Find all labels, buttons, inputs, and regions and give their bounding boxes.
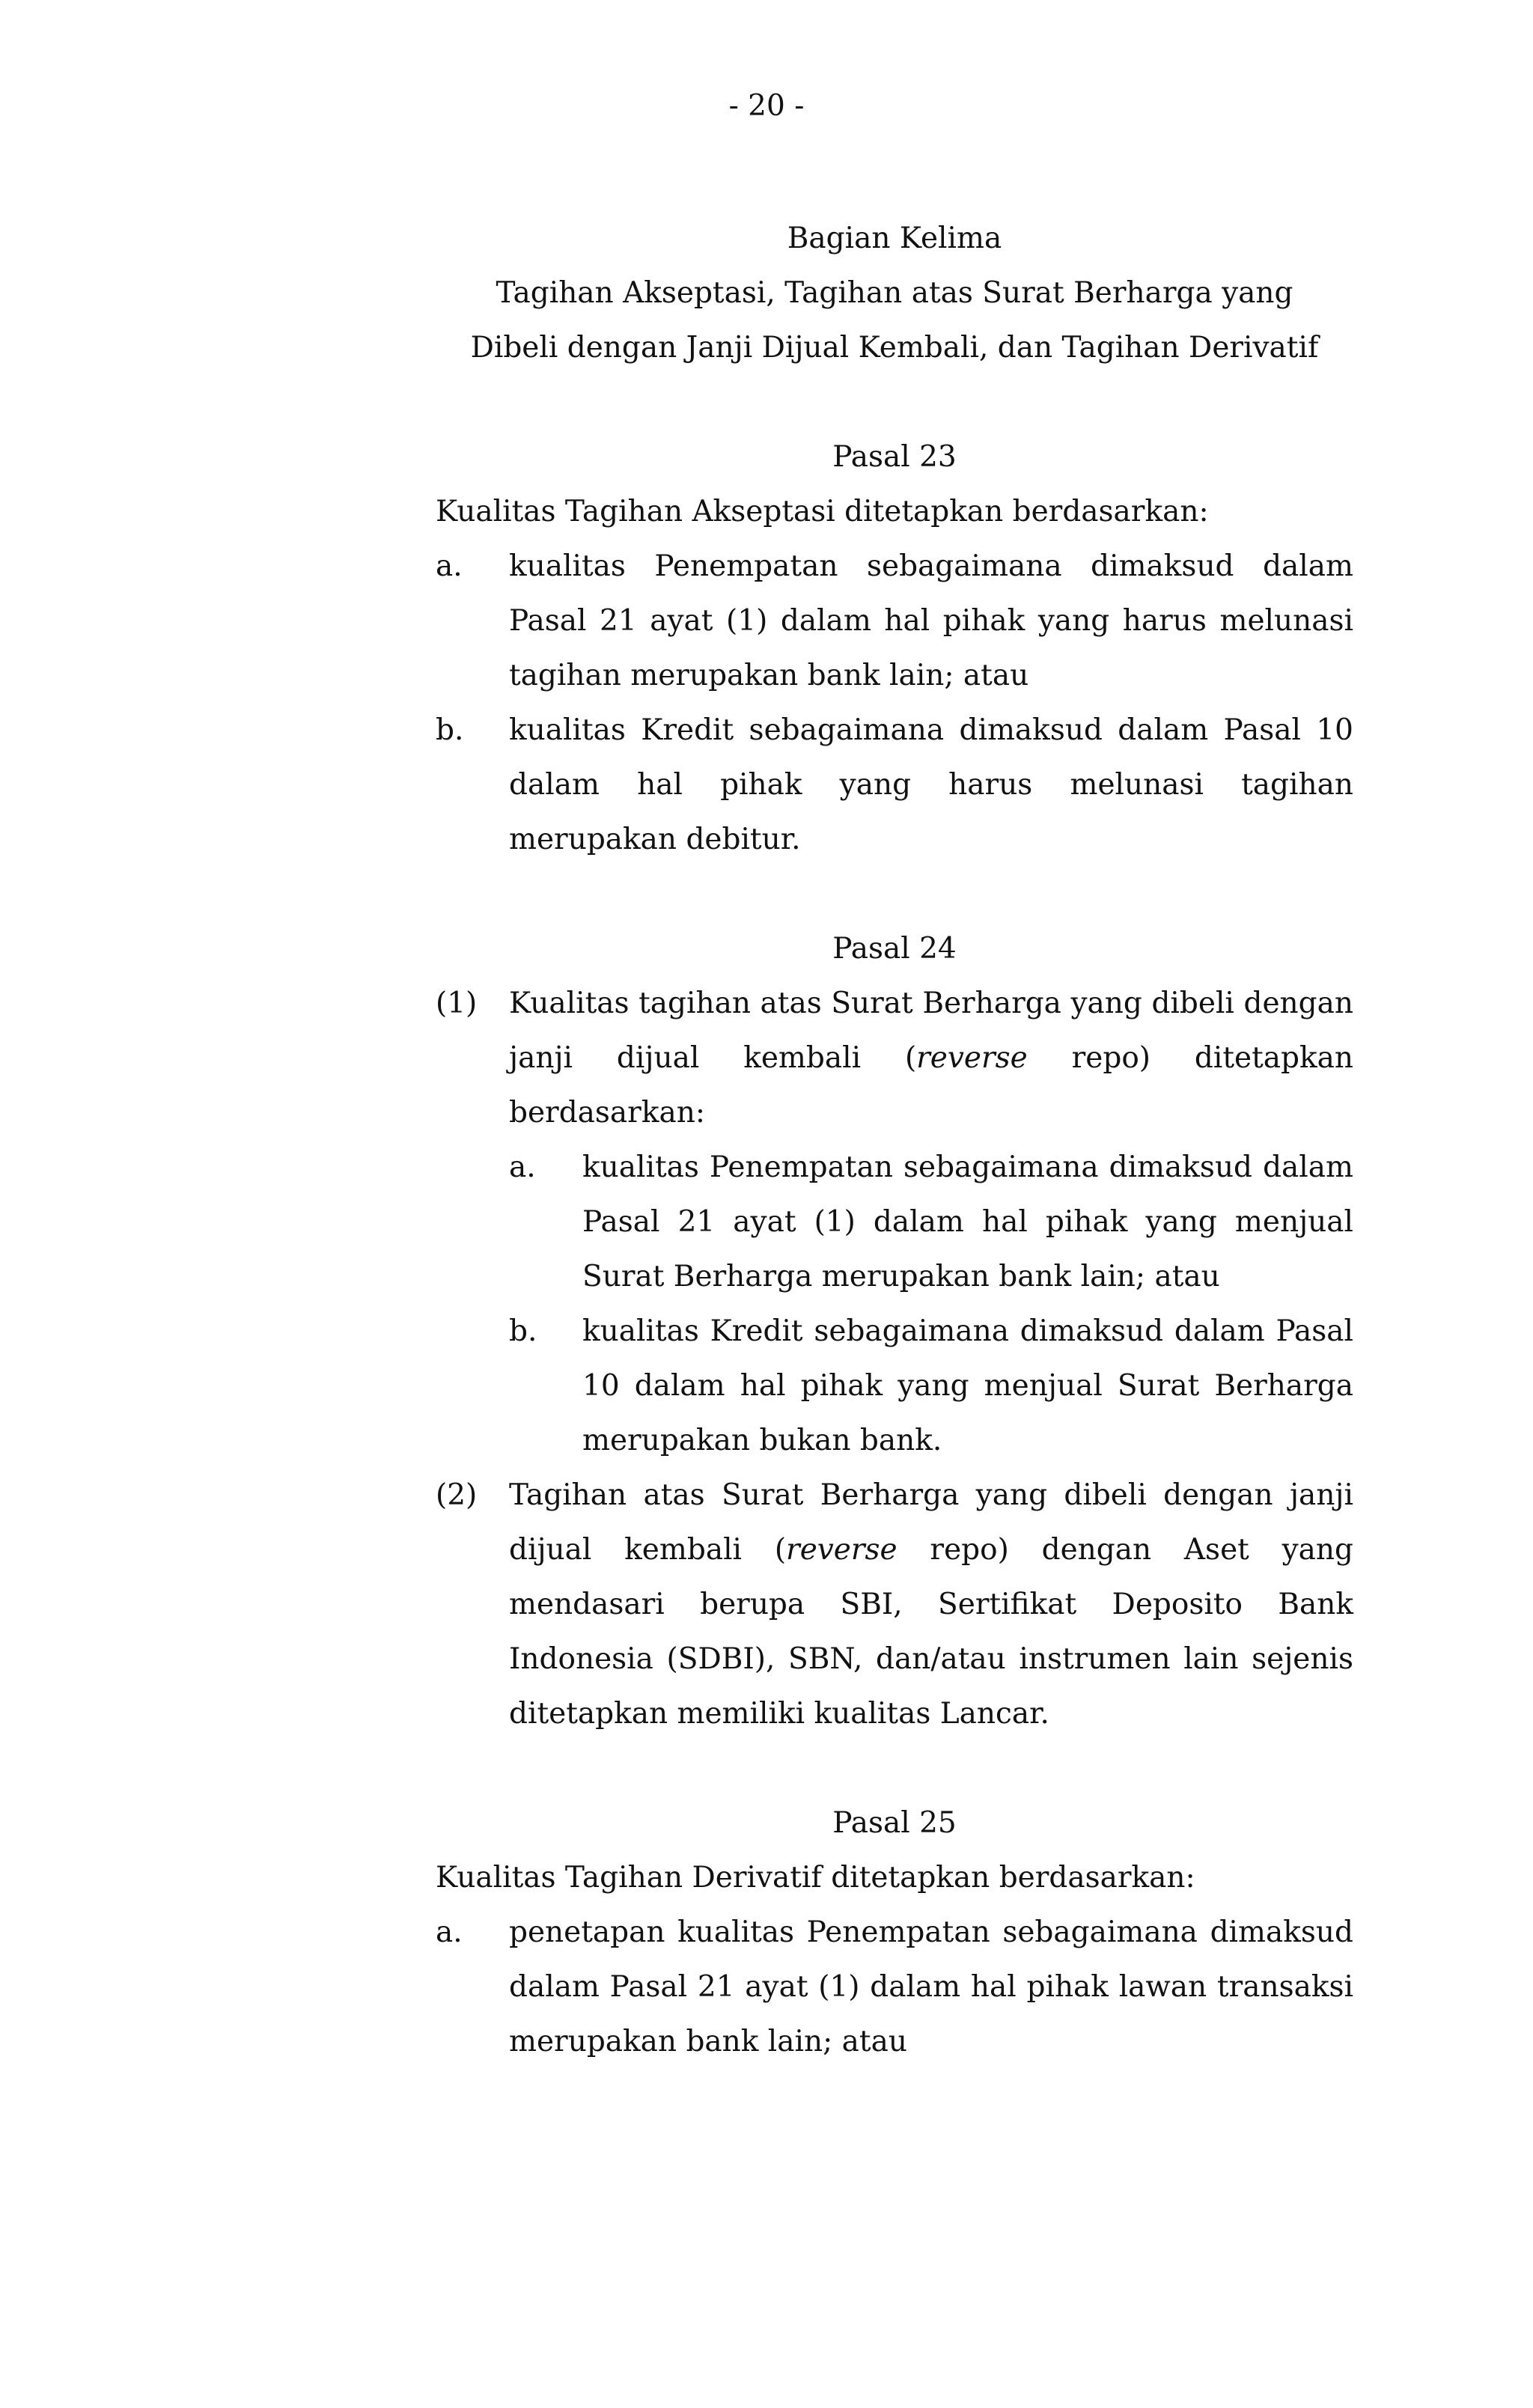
ayat-body [509,976,1353,1468]
page-number: - 20 - [728,89,805,123]
pasal-25-title: Pasal 25 [832,1806,957,1840]
list-item-text: kualitas Penempatan sebagaimana dimaksud dalam Pasal 21 ayat (1) dalam hal pihak yang harus melunasi tagihan merupakan bank lain; atau [509,549,1353,692]
list-marker: a. [436,1915,463,1949]
list-item [436,539,1353,703]
ayat-marker: (1) [436,987,478,1020]
bagian-title: Bagian Kelima [787,222,1002,255]
pasal-23-intro: Kualitas Tagihan Akseptasi ditetapkan berdasarkan: [436,495,1209,528]
list-marker: b. [436,713,464,747]
pasal-24-title: Pasal 24 [832,932,957,966]
list-item [436,1905,1353,2069]
list-item-text: kualitas Kredit sebagaimana dimaksud dalam Pasal 10 dalam hal pihak yang harus melunasi tagihan merupakan debitur. [509,713,1353,856]
sub-list-item [509,1140,1353,1304]
ayat-text-part: Tagihan atas Surat Berharga yang dibeli dengan janji dijual kembali ( [509,1478,1353,1567]
sub-list-item-text: kualitas Kredit sebagaimana dimaksud dalam Pasal 10 dalam hal pihak yang menjual Surat Berharga merupakan bukan bank. [582,1314,1353,1457]
ayat-text-part: repo) dengan Aset yang mendasari berupa SBI, Sertifikat Deposito Bank Indonesia (SDBI), SBN, dan/atau instrumen lain sejenis ditetapkan memiliki kualitas Lancar. [509,1533,1353,1731]
ayat-1-text [509,976,1353,1140]
sub-list [509,1140,1353,1468]
sub-list-item [509,1304,1353,1468]
pasal-24 [436,921,1353,1741]
section-heading [436,211,1353,375]
section-gap [436,867,1353,921]
ayat-text-part: repo) ditetapkan berdasarkan: [509,1041,1353,1130]
sub-list-marker: b. [509,1314,537,1348]
bagian-subtitle-line1: Tagihan Akseptasi, Tagihan atas Surat Berharga yang [496,276,1293,310]
italic-term: reverse [916,1041,1028,1075]
bagian-subtitle-line2: Dibeli dengan Janji Dijual Kembali, dan Tagihan Derivatif [470,331,1319,365]
ayat-text-part: Kualitas tagihan atas Surat Berharga yang dibeli dengan janji dijual kembali ( [509,987,1353,1075]
sub-list-marker: a. [509,1150,536,1184]
pasal-25 [436,1796,1353,2069]
italic-term: reverse [786,1533,897,1567]
pasal-25-intro: Kualitas Tagihan Derivatif ditetapkan berdasarkan: [436,1861,1195,1895]
sub-list-item-text: kualitas Penempatan sebagaimana dimaksud dalam Pasal 21 ayat (1) dalam hal pihak yang menjual Surat Berharga merupakan bank lain; atau [582,1150,1353,1293]
ayat-2 [436,1468,1353,1741]
document-body [436,211,1353,2069]
pasal-23-title: Pasal 23 [832,440,957,474]
list-item [436,703,1353,867]
ayat-marker: (2) [436,1478,478,1512]
section-gap [436,1741,1353,1796]
ayat-2-text [509,1468,1353,1741]
list-marker: a. [436,549,463,583]
ayat-1 [436,976,1353,1468]
pasal-23 [436,430,1353,867]
list-item-text: penetapan kualitas Penempatan sebagaimana dimaksud dalam Pasal 21 ayat (1) dalam hal pihak lawan transaksi merupakan bank lain; atau [509,1915,1353,2058]
